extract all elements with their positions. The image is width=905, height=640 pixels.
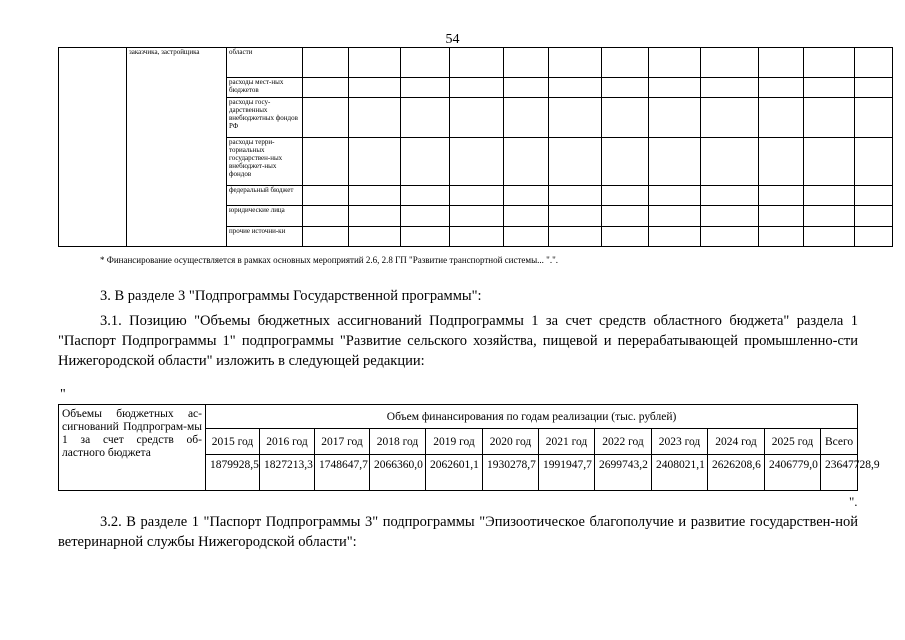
year-header: 2016 год <box>260 429 315 455</box>
source-label: федеральный бюджет <box>227 186 303 206</box>
close-quote: ". <box>849 494 858 509</box>
year-header: 2020 год <box>483 429 539 455</box>
paragraph-item-3-1: 3.1. Позицию "Объемы бюджетных ассигнований Подпрограммы 1 за счет средств областного бюджета" раздела 1 "Паспорт Подпрограммы 1" подпрограммы "Развитие сельского хозяйства, пищевой и перерабатывающей промышленно-сти Нижегородской области" изложить в следующей редакции: <box>58 313 858 369</box>
footnote: * Финансирование осуществляется в рамках основных мероприятий 2.6, 2.8 ГП "Развитие транспортной системы... ".". <box>100 255 559 265</box>
year-header: 2021 год <box>539 429 595 455</box>
open-quote: " <box>60 387 66 402</box>
year-value: 2406779,0 <box>765 455 821 491</box>
total-header: Всего <box>821 429 858 455</box>
year-value: 2626208,6 <box>708 455 765 491</box>
funding-sources-table <box>58 47 893 247</box>
source-label: расходы мест-ных бюджетов <box>227 78 303 98</box>
year-header: 2023 год <box>652 429 708 455</box>
year-header: 2015 год <box>206 429 260 455</box>
paragraph-item-3-2: 3.2. В разделе 1 "Паспорт Подпрограммы 3" подпрограммы "Эпизоотическое благополучие и развитие государствен-ной ветеринарной службы Нижегородской области": <box>58 514 858 550</box>
source-label: области <box>227 48 303 78</box>
source-label: юридические лица <box>227 206 303 227</box>
page-number: 54 <box>445 32 460 47</box>
year-header: 2022 год <box>595 429 652 455</box>
table-cell-customer: заказчика, застройщика <box>127 48 227 247</box>
budget-allocation-table <box>58 404 880 491</box>
year-value: 2062601,1 <box>426 455 483 491</box>
year-value: 1930278,7 <box>483 455 539 491</box>
year-value: 2408021,1 <box>652 455 708 491</box>
year-header: 2018 год <box>370 429 426 455</box>
year-value: 1748647,7 <box>315 455 370 491</box>
year-value: 1827213,3 <box>260 455 315 491</box>
paragraph-item-3: 3. В разделе 3 "Подпрограммы Государственной программы": <box>100 288 482 304</box>
source-label: прочие источни-ки <box>227 227 303 247</box>
year-header: 2017 год <box>315 429 370 455</box>
source-label: расходы госу-дарственных внебюджетных фондов РФ <box>227 98 303 138</box>
year-value: 2699743,2 <box>595 455 652 491</box>
year-header: 2019 год <box>426 429 483 455</box>
year-value: 1879928,5 <box>206 455 260 491</box>
budget-row-label: Объемы бюджетных ас-сигнований Подпрограм-мы 1 за счет средств об-ластного бюджета <box>59 405 206 491</box>
table-cell-empty <box>59 48 127 247</box>
year-value: 1991947,7 <box>539 455 595 491</box>
total-value: 23647728,9 <box>821 455 858 491</box>
year-header: 2025 год <box>765 429 821 455</box>
year-header: 2024 год <box>708 429 765 455</box>
source-label: расходы терри-ториальных государствен-ных внебюджет-ных фондов <box>227 138 303 186</box>
year-value: 2066360,0 <box>370 455 426 491</box>
budget-header: Объем финансирования по годам реализации (тыс. рублей) <box>206 405 858 429</box>
